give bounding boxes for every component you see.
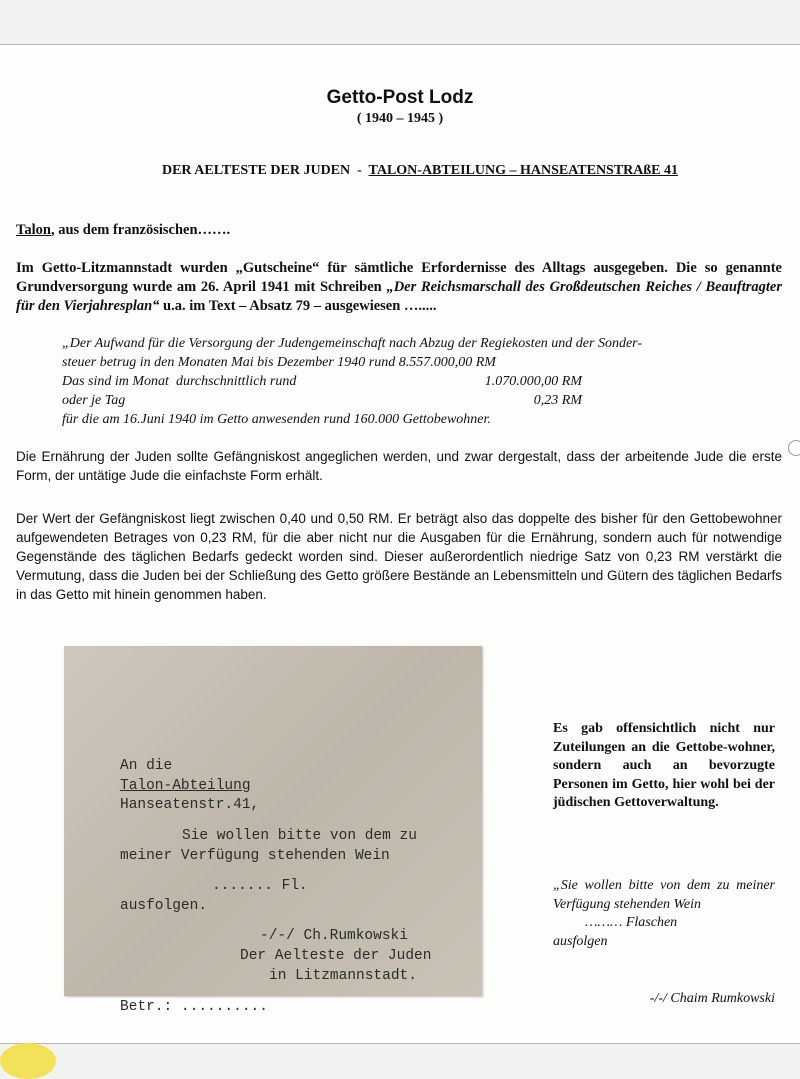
side-quote-2: ……… Flaschen — [585, 915, 678, 930]
page-subtitle — [0, 163, 800, 179]
voucher-line-1: An die — [120, 758, 173, 774]
talon-heading — [16, 221, 782, 240]
quote-block — [62, 334, 782, 429]
side-quote-1: „Sie wollen bitte von dem zu meiner Verfügung stehenden Wein — [553, 878, 775, 912]
quote-daily-label: oder je Tag — [62, 393, 126, 408]
quote-line-5: für die am 16.Juni 1940 im Getto anwesenden rund 160.000 Gettobewohner. — [62, 412, 491, 427]
voucher-line-7: ausfolgen. — [120, 898, 208, 914]
intro-italic: „Der Reichsmarschall des Großdeutschen Reiches / Beauftragter für den Vierjahresplan“ — [16, 279, 782, 314]
quote-monthly-value: 1.070.000,00 RM — [484, 374, 582, 389]
voucher-line-9: Der Aelteste der Juden — [240, 948, 432, 964]
album-page — [0, 44, 800, 1044]
voucher-line-6: ....... Fl. — [212, 878, 308, 894]
intro-tail: u.a. im Text – Absatz 79 – ausgewiesen …..... — [159, 298, 437, 314]
intro-paragraph — [16, 259, 782, 316]
page-years: ( 1940 – 1945 ) — [356, 111, 444, 126]
yellow-sticker — [0, 1043, 56, 1079]
quote-line-1: „Der Aufwand für die Versorgung der Judengemeinschaft nach Abzug der Regiekosten und der Sonder- — [62, 336, 642, 351]
voucher-line-2: Talon-Abteilung — [120, 778, 251, 794]
voucher-document — [64, 646, 482, 1015]
paragraph-prison-food: Der Wert der Gefängniskost liegt zwischen 0,40 und 0,50 RM. Er beträgt also das doppelte des bisher für den Gettobewohner aufgewendeten Betrages von 0,23 RM, für die aber nicht nur die Ausgaben für die Ernährung, sondern auch für notwendige Gegenstände des täglichen Bedarfs gedeckt worden sind. Dieser außerordentlich niedrige Satz von 0,23 RM verstärkt die Vermutung, dass die Juden bei der Schließung des Getto größere Bestände an Lebensmitteln und Gütern des täglichen Bedarfs in das Getto mit hinein genommen haben. — [16, 511, 782, 602]
talon-word: Talon — [16, 222, 51, 238]
paragraph-nutrition: Die Ernährung der Juden sollte Gefängniskost angeglichen werden, und zwar dergestalt, dass der arbeitende Jude die erste Form, der untätige Jude die einfachste Form erhält. — [16, 449, 782, 483]
subtitle-left: DER AELTESTE DER JUDEN - — [161, 163, 369, 178]
side-signature: -/-/ Chaim Rumkowski — [649, 991, 775, 1006]
quote-daily-value: 0,23 RM — [533, 393, 582, 408]
voucher-line-11: Betr.: .......... — [120, 999, 268, 1015]
voucher-line-4: Sie wollen bitte von dem zu — [182, 828, 417, 844]
side-quote — [553, 877, 775, 951]
quote-line-4 — [62, 391, 782, 410]
side-quote-3: ausfolgen — [553, 933, 608, 949]
voucher-line-3: Hanseatenstr.41, — [120, 797, 260, 813]
page-title: Getto-Post Lodz — [326, 87, 474, 108]
voucher-line-10: in Litzmannstadt. — [269, 968, 417, 984]
voucher-line-5: meiner Verfügung stehenden Wein — [120, 848, 390, 864]
quote-line-3 — [62, 372, 782, 391]
intro-text: Im Getto-Litzmannstadt wurden „Gutscheine“ für sämtliche Erfordernisse des Alltags ausgegeben. Die so genannte Grundversorgung wurde am 26. April 1941 mit Schreiben — [16, 260, 782, 295]
voucher-line-8: -/-/ Ch.Rumkowski — [260, 928, 408, 944]
talon-rest: , aus dem französischen……. — [50, 222, 231, 238]
quote-line-2: steuer betrug in den Monaten Mai bis Dezember 1940 rund 8.557.000,00 RM — [62, 355, 496, 370]
punch-hole — [788, 440, 800, 456]
quote-monthly-label: Das sind im Monat durchschnittlich rund — [62, 374, 297, 389]
side-note: Es gab offensichtlich nicht nur Zuteilungen an die Gettobe-wohner, sondern auch an bevorzugte Personen im Getto, hier wohl bei der jüdischen Gettoverwaltung. — [553, 721, 775, 810]
subtitle-underlined: TALON-ABTEILUNG – HANSEATENSTRAßE 41 — [368, 163, 679, 178]
